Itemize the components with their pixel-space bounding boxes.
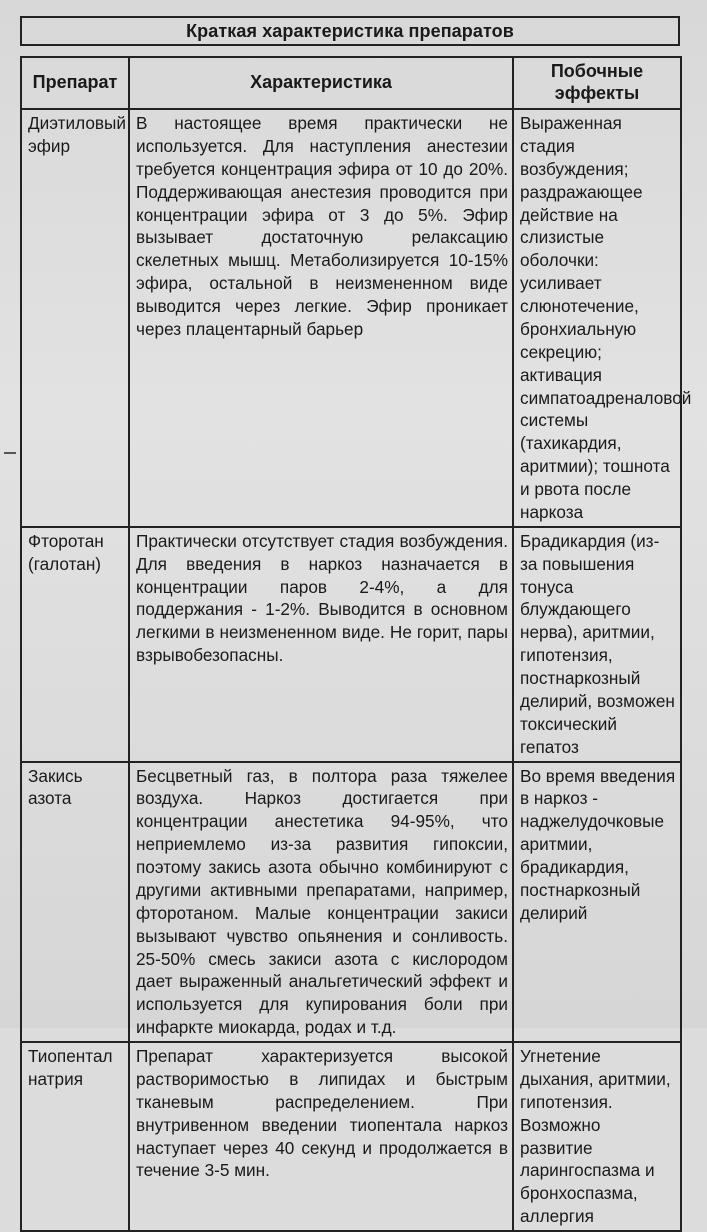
drug-side-effects: Выраженная стадия возбуждения; раздражающее действие на слизистые оболочки: усиливает слюнотечение, бронхиальную секрецию; активация симпатоадреналовой системы (тахикардия, аритмии); тошнота и рвота после наркоза (513, 109, 681, 527)
drug-table (20, 56, 692, 1232)
drug-characteristic: Практически отсутствует стадия возбуждения. Для введения в наркоз назначается в концентрации паров 2-4%, а для поддержания - 1-2%. Выводится в основном легкими в неизмененном виде. Не горит, пары взрывобезопасны. (129, 527, 513, 762)
drug-name: Закись азота (21, 762, 129, 1043)
header-row (21, 57, 681, 109)
drug-name: Диэтиловый эфир (21, 109, 129, 527)
drug-side-effects: Во время введения в наркоз - наджелудочковые аритмии, брадикардия, постнаркозный делирий (513, 762, 681, 1043)
header-characteristic: Характеристика (129, 57, 513, 109)
drug-characteristic: В настоящее время практически не используется. Для наступления анестезии требуется концентрация эфира от 10 до 20%. Поддерживающая анестезия проводится при концентрации эфира от 3 до 5%. Эфир вызывает достаточную релаксацию скелетных мышц. Метаболизируется 10-15% эфира, остальной в неизмененном виде выводится через легкие. Эфир проникает через плацентарный барьер (129, 109, 513, 527)
header-drug: Препарат (21, 57, 129, 109)
table-row (21, 109, 681, 527)
table-row (21, 527, 681, 762)
drug-side-effects: Брадикардия (из-за повышения тонуса блуждающего нерва), аритмии, гипотензия, постнаркозный делирий, возможен токсический гепатоз (513, 527, 681, 762)
header-side-effects: Побочные эффекты (513, 57, 681, 109)
drug-characteristic: Препарат характеризуется высокой растворимостью в липидах и быстрым тканевым распределением. При внутривенном введении тиопентала наркоз наступает через 40 секунд и продолжается в течение 3-5 мин. (129, 1042, 513, 1231)
drug-characteristic: Бесцветный газ, в полтора раза тяжелее воздуха. Наркоз достигается при концентрации анестетика 94-95%, что неприемлемо из-за развития гипоксии, поэтому закись азота обычно комбинируют с другими активными препаратами, например, фторотаном. Малые концентрации закиси вызывают чувство опьянения и сонливость. 25-50% смесь закиси азота с кислородом дает выраженный анальгетический эффект и используется для купирования боли при инфаркте миокарда, родах и т.д. (129, 762, 513, 1043)
table-row (21, 762, 681, 1043)
drug-name: Тиопентал натрия (21, 1042, 129, 1231)
table-title: Краткая характеристика препаратов (20, 16, 680, 46)
table-row (21, 1042, 681, 1231)
drug-name: Фторотан (галотан) (21, 527, 129, 762)
margin-mark (4, 452, 16, 454)
drug-side-effects: Угнетение дыхания, аритмии, гипотензия. Возможно развитие ларингоспазма и бронхоспазма, аллергия (513, 1042, 681, 1231)
